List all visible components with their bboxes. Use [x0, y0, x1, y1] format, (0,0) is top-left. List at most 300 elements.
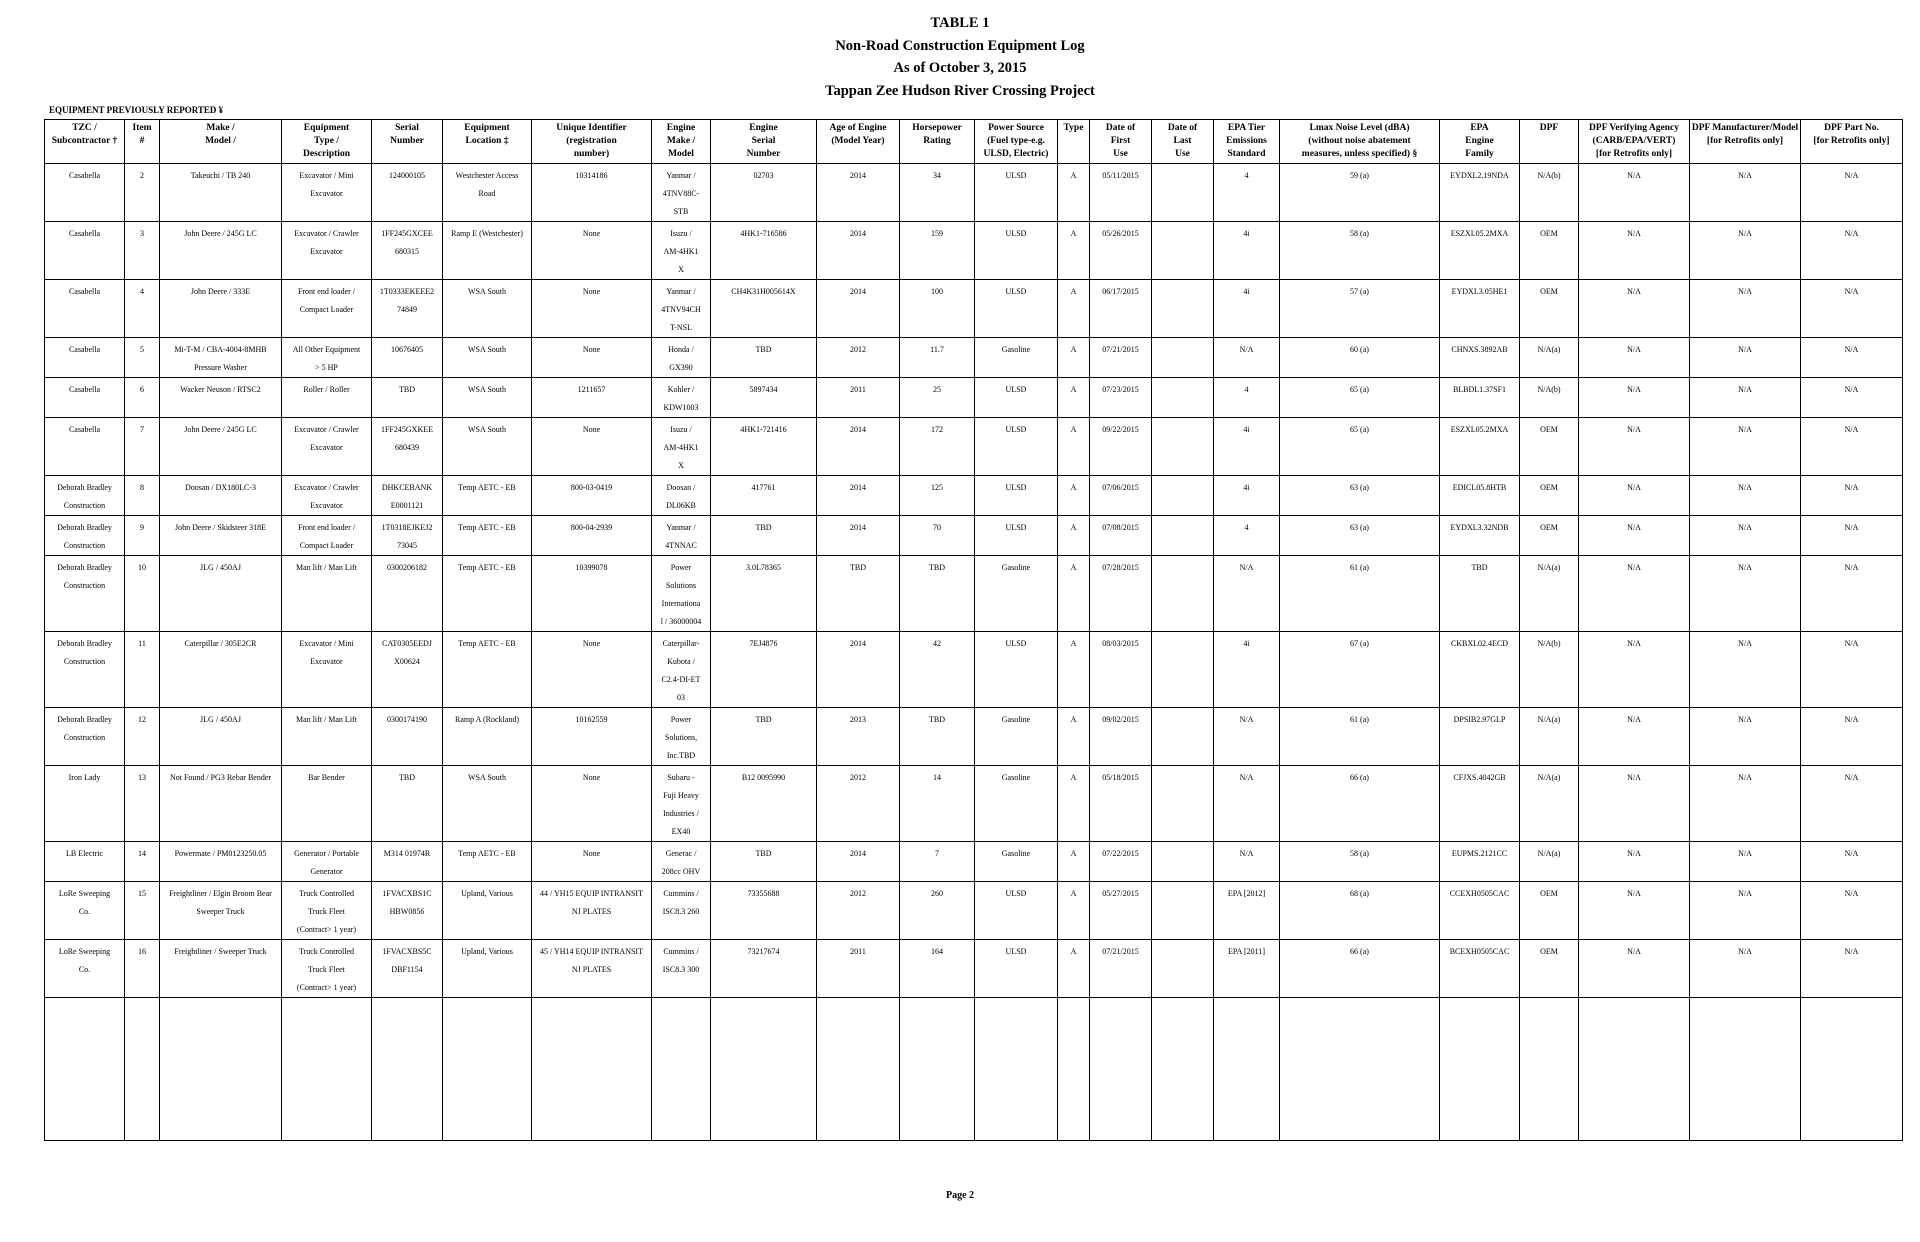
table-row [45, 708, 1903, 766]
table-cell: A [1058, 164, 1090, 222]
table-cell: ULSD [975, 222, 1058, 280]
table-cell: 7EJ4876 [711, 632, 817, 708]
table-cell: 12 [125, 708, 160, 766]
empty-cell [160, 998, 282, 1141]
table-cell: N/A [1801, 940, 1903, 998]
table-cell: 1FF245GXCEE 680315 [372, 222, 443, 280]
table-cell: Temp AETC - EB [443, 632, 532, 708]
table-cell: Casabella [45, 378, 125, 418]
column-header: Lmax Noise Level (dBA) (without noise abatement measures, unless specified) § [1280, 120, 1440, 164]
table-cell: 8 [125, 476, 160, 516]
table-cell: OEM [1520, 418, 1579, 476]
table-cell: Excavator / Mini Excavator [282, 164, 372, 222]
table-cell: Casabella [45, 338, 125, 378]
table-cell: N/A [1579, 164, 1690, 222]
equipment-log-table [44, 119, 1903, 1141]
empty-cell [652, 998, 711, 1141]
table-cell: 800-03-0419 [532, 476, 652, 516]
table-cell: Power Solutions, Inc.TBD [652, 708, 711, 766]
table-row [45, 842, 1903, 882]
table-cell: 34 [900, 164, 975, 222]
table-cell: Ramp A (Rockland) [443, 708, 532, 766]
table-cell: TBD [372, 766, 443, 842]
project-name: Tappan Zee Hudson River Crossing Project [825, 82, 1095, 99]
table-cell: CCEXH0505CAC [1440, 882, 1520, 940]
table-cell: 2011 [817, 378, 900, 418]
table-cell: Ramp E (Westchester) [443, 222, 532, 280]
table-cell: N/A [1214, 766, 1280, 842]
table-cell [1152, 708, 1214, 766]
table-cell: N/A [1690, 280, 1801, 338]
table-cell: TBD [817, 556, 900, 632]
table-cell: 07/28/2015 [1090, 556, 1152, 632]
empty-cell [1440, 998, 1520, 1141]
table-cell: EUPMS.2121CC [1440, 842, 1520, 882]
table-cell: Kohler / KDW1003 [652, 378, 711, 418]
table-cell: 70 [900, 516, 975, 556]
table-row [45, 556, 1903, 632]
table-cell: 1FF245GXKEE 680439 [372, 418, 443, 476]
table-cell: N/A [1690, 378, 1801, 418]
table-cell: Powermate / PM0123250.05 [160, 842, 282, 882]
empty-cell [1579, 998, 1690, 1141]
table-cell: Honda / GX390 [652, 338, 711, 378]
table-cell: TBD [900, 556, 975, 632]
column-header: Unique Identifier (registration number) [532, 120, 652, 164]
table-cell: N/A [1690, 338, 1801, 378]
table-cell: None [532, 222, 652, 280]
table-cell: 4i [1214, 280, 1280, 338]
table-cell: JLG / 450AJ [160, 708, 282, 766]
table-cell: N/A [1690, 222, 1801, 280]
table-cell: 65 (a) [1280, 378, 1440, 418]
table-cell: Deborah Bradley Construction [45, 632, 125, 708]
table-cell: 66 (a) [1280, 766, 1440, 842]
table-cell: N/A [1579, 476, 1690, 516]
table-cell: N/A [1801, 516, 1903, 556]
table-cell: 13 [125, 766, 160, 842]
table-cell: 800-04-2939 [532, 516, 652, 556]
table-cell: CKBXL02.4ECD [1440, 632, 1520, 708]
table-cell: TBD [711, 338, 817, 378]
table-cell: 7 [900, 842, 975, 882]
table-cell: 2014 [817, 842, 900, 882]
table-cell: Temp AETC - EB [443, 556, 532, 632]
table-row [45, 766, 1903, 842]
table-cell: N/A [1214, 556, 1280, 632]
table-cell: Excavator / Crawler Excavator [282, 418, 372, 476]
table-cell: 14 [125, 842, 160, 882]
table-cell: Truck Controlled Truck Fleet (Contract> 1 year) [282, 882, 372, 940]
table-cell: CAT0305EEDJ X00624 [372, 632, 443, 708]
table-cell [1152, 766, 1214, 842]
empty-cell [1214, 998, 1280, 1141]
table-cell: EPA [2012] [1214, 882, 1280, 940]
table-cell: N/A [1801, 632, 1903, 708]
table-row [45, 418, 1903, 476]
table-cell: Upland, Various [443, 882, 532, 940]
table-cell: None [532, 418, 652, 476]
table-cell: OEM [1520, 476, 1579, 516]
table-cell: N/A [1214, 708, 1280, 766]
table-cell: Freightliner / Elgin Broom Bear Sweeper Truck [160, 882, 282, 940]
table-cell: Doosan / DL06KB [652, 476, 711, 516]
table-cell: 1FVACXBS5C DBF1154 [372, 940, 443, 998]
table-cell: N/A [1690, 418, 1801, 476]
table-cell: CH4K31H005614X [711, 280, 817, 338]
column-header: Engine Serial Number [711, 120, 817, 164]
table-cell: 4 [1214, 378, 1280, 418]
table-cell: TBD [1440, 556, 1520, 632]
table-cell: 4i [1214, 476, 1280, 516]
table-cell: 65 (a) [1280, 418, 1440, 476]
table-cell: CFJXS.4042GB [1440, 766, 1520, 842]
section-label: EQUIPMENT PREVIOUSLY REPORTED ¥ [49, 105, 224, 115]
column-header: Type [1058, 120, 1090, 164]
table-cell: 5897434 [711, 378, 817, 418]
table-cell: Cummins / ISC8.3 300 [652, 940, 711, 998]
table-cell: A [1058, 476, 1090, 516]
table-cell: Temp AETC - EB [443, 842, 532, 882]
column-header: EPA Tier Emissions Standard [1214, 120, 1280, 164]
table-cell: 07/23/2015 [1090, 378, 1152, 418]
table-cell: A [1058, 338, 1090, 378]
table-cell: John Deere / 333E [160, 280, 282, 338]
table-cell: OEM [1520, 940, 1579, 998]
table-cell: N/A [1214, 842, 1280, 882]
table-cell: Deborah Bradley Construction [45, 708, 125, 766]
column-header: Engine Make / Model [652, 120, 711, 164]
table-cell: 2011 [817, 940, 900, 998]
table-cell: A [1058, 222, 1090, 280]
table-cell: N/A [1801, 842, 1903, 882]
table-cell: N/A [1579, 708, 1690, 766]
table-cell: ULSD [975, 418, 1058, 476]
table-cell: N/A(b) [1520, 164, 1579, 222]
table-cell: 1FVACXBS1C HBW0856 [372, 882, 443, 940]
table-cell: 02703 [711, 164, 817, 222]
table-cell: WSA South [443, 418, 532, 476]
table-cell: N/A [1801, 222, 1903, 280]
table-cell: N/A(b) [1520, 378, 1579, 418]
table-cell: None [532, 338, 652, 378]
table-cell [1152, 632, 1214, 708]
table-cell: LoRe Sweeping Co. [45, 882, 125, 940]
table-cell: N/A(b) [1520, 632, 1579, 708]
table-row [45, 632, 1903, 708]
table-cell: 2 [125, 164, 160, 222]
table-cell: 2014 [817, 280, 900, 338]
table-cell: N/A [1690, 516, 1801, 556]
column-header: DPF Manufacturer/Model [for Retrofits only] [1690, 120, 1801, 164]
table-cell: Excavator / Crawler Excavator [282, 222, 372, 280]
table-body [45, 164, 1903, 1141]
table-cell: Gasoline [975, 842, 1058, 882]
table-cell: Bar Bender [282, 766, 372, 842]
table-row [45, 476, 1903, 516]
table-cell: Freightliner / Sweeper Truck [160, 940, 282, 998]
column-header: TZC / Subcontractor † [45, 120, 125, 164]
table-cell: N/A [1801, 338, 1903, 378]
table-cell: 172 [900, 418, 975, 476]
table-cell: Yanmar / 4TNNAC [652, 516, 711, 556]
table-cell: 10399078 [532, 556, 652, 632]
table-cell: 09/02/2015 [1090, 708, 1152, 766]
table-cell: 10 [125, 556, 160, 632]
table-cell: Deborah Bradley Construction [45, 556, 125, 632]
table-cell: 3 [125, 222, 160, 280]
table-cell: N/A [1579, 882, 1690, 940]
table-cell: N/A [1579, 940, 1690, 998]
table-cell: N/A [1801, 476, 1903, 516]
empty-cell [1690, 998, 1801, 1141]
table-cell: 10676405 [372, 338, 443, 378]
table-cell: 100 [900, 280, 975, 338]
table-cell: 07/06/2015 [1090, 476, 1152, 516]
table-cell: 10314186 [532, 164, 652, 222]
table-cell: All Other Equipment > 5 HP [282, 338, 372, 378]
table-cell: 0300174190 [372, 708, 443, 766]
table-cell: A [1058, 556, 1090, 632]
table-cell [1152, 164, 1214, 222]
table-cell: ESZXL05.2MXA [1440, 418, 1520, 476]
table-cell: 10162559 [532, 708, 652, 766]
table-cell: Yanmar / 4TNV88C- STB [652, 164, 711, 222]
table-cell [1152, 222, 1214, 280]
table-cell: ULSD [975, 632, 1058, 708]
table-cell: 2012 [817, 338, 900, 378]
table-cell: 124000105 [372, 164, 443, 222]
table-cell: 2014 [817, 516, 900, 556]
table-cell: Cummins / ISC8.3 260 [652, 882, 711, 940]
table-cell: N/A [1690, 940, 1801, 998]
table-cell: Isuzu / AM-4HK1 X [652, 418, 711, 476]
table-cell: Mi-T-M / CBA-4004-8MHB Pressure Washer [160, 338, 282, 378]
table-cell: N/A [1690, 766, 1801, 842]
empty-cell [817, 998, 900, 1141]
column-header: Item # [125, 120, 160, 164]
table-cell: N/A(a) [1520, 766, 1579, 842]
table-row [45, 378, 1903, 418]
table-cell: N/A [1801, 766, 1903, 842]
table-cell: LB Electric [45, 842, 125, 882]
table-cell [1152, 418, 1214, 476]
table-cell: 417761 [711, 476, 817, 516]
table-cell: EYDXL2.19NDA [1440, 164, 1520, 222]
table-cell: 09/22/2015 [1090, 418, 1152, 476]
table-cell: 67 (a) [1280, 632, 1440, 708]
table-cell: N/A [1579, 842, 1690, 882]
table-cell: N/A [1579, 632, 1690, 708]
table-cell: 25 [900, 378, 975, 418]
empty-row [45, 998, 1903, 1141]
table-cell: ULSD [975, 940, 1058, 998]
table-cell [1152, 476, 1214, 516]
table-cell: N/A(a) [1520, 842, 1579, 882]
table-cell: 1T0333EKEEE2 74849 [372, 280, 443, 338]
table-cell: N/A [1579, 766, 1690, 842]
table-cell: 6 [125, 378, 160, 418]
table-cell: 63 (a) [1280, 516, 1440, 556]
table-cell: A [1058, 766, 1090, 842]
table-title: Non-Road Construction Equipment Log [835, 37, 1085, 54]
empty-cell [1280, 998, 1440, 1141]
table-cell: 05/11/2015 [1090, 164, 1152, 222]
column-header: DPF [1520, 120, 1579, 164]
table-cell: Temp AETC - EB [443, 516, 532, 556]
table-cell: Caterpillar- Kubota / C2.4-DI-ET 03 [652, 632, 711, 708]
table-cell: A [1058, 378, 1090, 418]
table-cell: 63 (a) [1280, 476, 1440, 516]
table-cell: None [532, 766, 652, 842]
table-cell: None [532, 842, 652, 882]
table-cell: WSA South [443, 280, 532, 338]
empty-cell [443, 998, 532, 1141]
table-cell: 15 [125, 882, 160, 940]
empty-cell [282, 998, 372, 1141]
table-cell: 61 (a) [1280, 556, 1440, 632]
table-cell: N/A [1579, 418, 1690, 476]
table-cell: 61 (a) [1280, 708, 1440, 766]
table-cell: Doosan / DX180LC-3 [160, 476, 282, 516]
table-cell: Generac / 208cc OHV [652, 842, 711, 882]
table-cell: N/A [1690, 708, 1801, 766]
table-row [45, 280, 1903, 338]
table-cell: 44 / YH15 EQUIP INTRANSIT NJ PLATES [532, 882, 652, 940]
table-cell: TBD [711, 516, 817, 556]
table-cell: John Deere / 245G LC [160, 418, 282, 476]
table-cell: Wacker Neuson / RTSC2 [160, 378, 282, 418]
column-header: EPA Engine Family [1440, 120, 1520, 164]
table-cell [1152, 882, 1214, 940]
table-cell: N/A(a) [1520, 556, 1579, 632]
table-cell: EYDXL3.05HE1 [1440, 280, 1520, 338]
table-cell: 06/17/2015 [1090, 280, 1152, 338]
table-cell: N/A [1579, 556, 1690, 632]
empty-cell [1520, 998, 1579, 1141]
table-cell: Not Found / PG3 Rebar Bender [160, 766, 282, 842]
table-cell: Gasoline [975, 338, 1058, 378]
table-header-row [45, 120, 1903, 164]
table-cell: 11.7 [900, 338, 975, 378]
title-block [0, 12, 1920, 102]
empty-cell [532, 998, 652, 1141]
table-cell: N/A [1690, 842, 1801, 882]
table-cell: Casabella [45, 164, 125, 222]
table-cell: N/A(a) [1520, 338, 1579, 378]
table-cell: Casabella [45, 280, 125, 338]
table-cell: Subaru - Fuji Heavy Industries / EX40 [652, 766, 711, 842]
table-cell: 3.0L78365 [711, 556, 817, 632]
table-cell: Yanmar / 4TNV94CH T-NSL [652, 280, 711, 338]
table-cell: Deborah Bradley Construction [45, 516, 125, 556]
table-cell: Deborah Bradley Construction [45, 476, 125, 516]
table-cell: ULSD [975, 516, 1058, 556]
column-header: Date of First Use [1090, 120, 1152, 164]
table-cell: N/A [1690, 164, 1801, 222]
table-cell: N/A [1801, 556, 1903, 632]
table-cell: TBD [711, 842, 817, 882]
table-cell: N/A [1801, 882, 1903, 940]
table-cell: OEM [1520, 882, 1579, 940]
column-header: DPF Part No. [for Retrofits only] [1801, 120, 1903, 164]
empty-cell [125, 998, 160, 1141]
table-cell: 260 [900, 882, 975, 940]
table-cell: 7 [125, 418, 160, 476]
table-cell: 58 (a) [1280, 222, 1440, 280]
table-cell: ULSD [975, 378, 1058, 418]
table-cell: 4HK1-716586 [711, 222, 817, 280]
table-cell: A [1058, 940, 1090, 998]
table-cell: Roller / Roller [282, 378, 372, 418]
table-cell: A [1058, 632, 1090, 708]
empty-cell [900, 998, 975, 1141]
empty-cell [45, 998, 125, 1141]
table-cell: N/A [1801, 418, 1903, 476]
table-row [45, 338, 1903, 378]
table-cell: N/A [1801, 378, 1903, 418]
table-cell: Gasoline [975, 766, 1058, 842]
empty-cell [372, 998, 443, 1141]
table-cell: Front end loader / Compact Loader [282, 280, 372, 338]
table-cell: 164 [900, 940, 975, 998]
column-header: Equipment Type / Description [282, 120, 372, 164]
table-cell: N/A [1579, 280, 1690, 338]
table-cell: 2014 [817, 476, 900, 516]
table-cell [1152, 940, 1214, 998]
table-cell: 08/03/2015 [1090, 632, 1152, 708]
table-cell: N/A [1690, 882, 1801, 940]
table-cell: Upland, Various [443, 940, 532, 998]
empty-cell [1058, 998, 1090, 1141]
table-cell: 0300206182 [372, 556, 443, 632]
table-cell: Casabella [45, 222, 125, 280]
table-cell: DPSIB2.97GLP [1440, 708, 1520, 766]
table-cell: 4 [1214, 164, 1280, 222]
table-cell: 05/26/2015 [1090, 222, 1152, 280]
table-cell: EYDXL3.32NDB [1440, 516, 1520, 556]
table-cell: 4 [1214, 516, 1280, 556]
table-number: TABLE 1 [930, 15, 990, 31]
table-cell: John Deere / Skidsteer 318E [160, 516, 282, 556]
table-cell: N/A [1801, 164, 1903, 222]
table-cell: A [1058, 516, 1090, 556]
table-cell: John Deere / 245G LC [160, 222, 282, 280]
table-cell: Generator / Portable Generator [282, 842, 372, 882]
table-cell: 9 [125, 516, 160, 556]
empty-cell [1801, 998, 1903, 1141]
table-cell: Temp AETC - EB [443, 476, 532, 516]
table-cell: CHNXS.3892AB [1440, 338, 1520, 378]
table-cell: TBD [900, 708, 975, 766]
table-cell: 07/21/2015 [1090, 338, 1152, 378]
table-cell: ESZXL05.2MXA [1440, 222, 1520, 280]
table-cell: LoRe Sweeping Co. [45, 940, 125, 998]
column-header: Date of Last Use [1152, 120, 1214, 164]
table-cell: N/A [1801, 708, 1903, 766]
table-cell: 42 [900, 632, 975, 708]
table-cell: WSA South [443, 378, 532, 418]
table-cell: 59 (a) [1280, 164, 1440, 222]
column-header: DPF Verifying Agency (CARB/EPA/VERT) [for Retrofits only] [1579, 120, 1690, 164]
table-cell: A [1058, 882, 1090, 940]
table-cell: OEM [1520, 280, 1579, 338]
table-cell: Caterpillar / 305E2CR [160, 632, 282, 708]
column-header: Age of Engine (Model Year) [817, 120, 900, 164]
table-cell: M314 01974R [372, 842, 443, 882]
table-cell: 73217674 [711, 940, 817, 998]
table-cell: Man lift / Man Lift [282, 556, 372, 632]
